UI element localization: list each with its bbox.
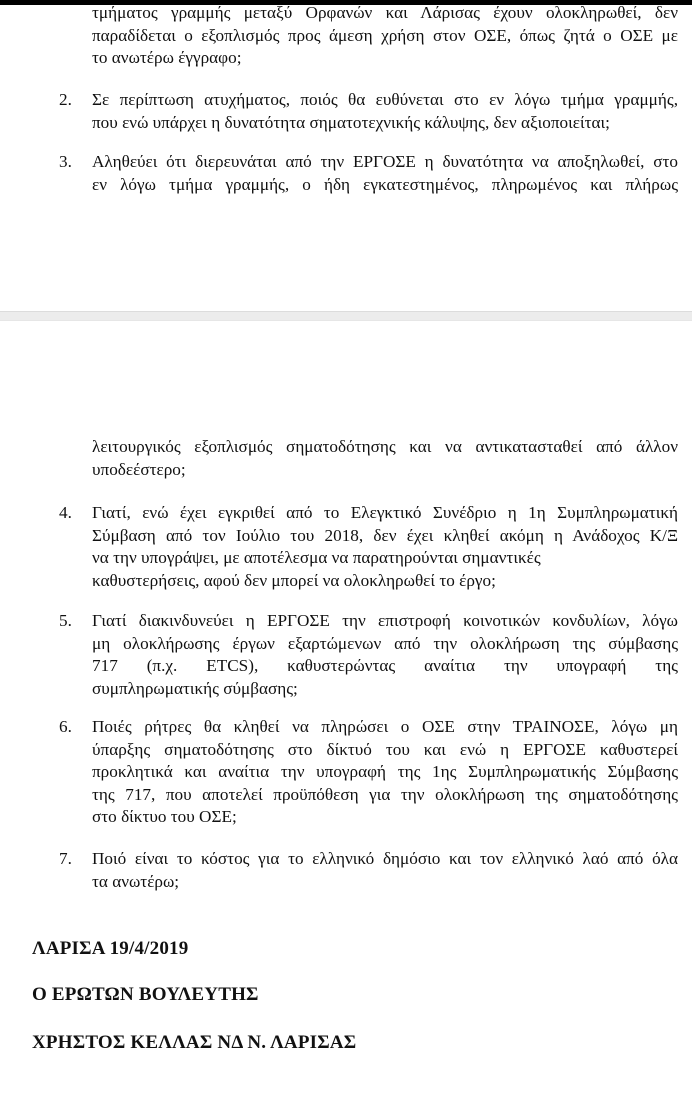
fragment-line: παραδίδεται ο εξοπλισμός προς άμεση χρήση στον ΟΣΕ, όπως ζητά ο ΟΣΕ με (92, 25, 678, 45)
item-line: Γιατί, ενώ έχει εγκριθεί από το Ελεγκτικό Συνέδριο η 1η Συμπληρωματική (92, 503, 678, 522)
item-number: 3. (59, 152, 72, 171)
fragment-line: τμήματος γραμμής μεταξύ Ορφανών και Λάρισας έχουν ολοκληρωθεί, δεν (92, 3, 678, 22)
item-line: Σύμβαση από τον Ιούλιο του 2018, δεν έχει κληθεί ακόμη η Ανάδοχος Κ/Ξ (92, 525, 678, 545)
item-line: καθυστερήσεις, αφού δεν μπορεί να ολοκληρωθεί το έργο; (92, 570, 496, 590)
item-line: Ποιό είναι το κόστος για το ελληνικό δημόσιο και τον ελληνικό λαό από όλα (92, 849, 678, 868)
item-number: 2. (59, 90, 72, 109)
item-line: προκλητικά και αναίτια την υπογραφή της 1ης Συμπληρωματικής Σύμβασης (92, 762, 678, 782)
item-1-fragment (92, 2, 678, 70)
item-line: Γιατί διακινδυνεύει η ΕΡΓΟΣΕ την επιστροφή κοινοτικών κονδυλίων, λόγω (92, 611, 678, 630)
item-number: 4. (59, 503, 72, 522)
page-break-divider (0, 311, 692, 321)
item-line: Αληθεύει ότι διερευνάται από την ΕΡΓΟΣΕ η δυνατότητα να αποξηλωθεί, στο (92, 152, 678, 171)
question-item-3 (59, 151, 678, 196)
signature-place-date: ΛΑΡΙΣΑ 19/4/2019 (32, 938, 189, 959)
question-item-7 (59, 848, 678, 893)
question-item-2 (59, 89, 678, 134)
signature-role: Ο ΕΡΩΤΩΝ ΒΟΥΛΕΥΤΗΣ (32, 984, 259, 1005)
item-line: της 717, που αποτελεί προϋπόθεση για την ολοκλήρωση της σηματοδότησης (92, 784, 678, 804)
continuation-line: υποδεέστερο; (92, 459, 186, 479)
item-number: 6. (59, 717, 72, 736)
question-item-4 (59, 502, 678, 592)
item-line: ύπαρξης σηματοδότησης στο δίκτυό του και ενώ η ΕΡΓΟΣΕ καθυστερεί (92, 739, 678, 759)
item-number: 5. (59, 611, 72, 630)
question-item-6 (59, 716, 678, 829)
item-line: τα ανωτέρω; (92, 871, 180, 891)
item-number: 7. (59, 849, 72, 868)
item-line: Σε περίπτωση ατυχήματος, ποιός θα ευθύνεται στο εν λόγω τμήμα γραμμής, (92, 90, 678, 109)
item-line: 717 (π.χ. ETCS), καθυστερώντας αναίτια την υπογραφή της (92, 656, 678, 676)
item-line: συμπληρωματικής σύμβασης; (92, 678, 298, 698)
item-line: μη ολοκλήρωσης έργων εξαρτώμενων από την ολοκλήρωση της σύμβασης (92, 633, 678, 653)
item-line: που ενώ υπάρχει η δυνατότητα σηματοτεχνικής κάλυψης, δεν αξιοποιείται; (92, 112, 610, 132)
question-item-5 (59, 610, 678, 700)
item-3-continuation (92, 436, 678, 481)
item-line: να την υπογράψει, με αποτέλεσμα να παρατηρούνται σημαντικές (92, 548, 541, 568)
continuation-line: λειτουργικός εξοπλισμός σηματοδότησης και να αντικατασταθεί από άλλον (92, 437, 678, 456)
item-line: Ποιές ρήτρες θα κληθεί να πληρώσει ο ΟΣΕ στην ΤΡΑΙΝΟΣΕ, λόγω μη (92, 717, 678, 736)
item-line: στο δίκτυο του ΟΣΕ; (92, 807, 237, 827)
item-line: εν λόγω τμήμα γραμμής, ο ήδη εγκατεστημένος, πληρωμένος και πλήρως (92, 174, 678, 194)
signature-name: ΧΡΗΣΤΟΣ ΚΕΛΛΑΣ ΝΔ Ν. ΛΑΡΙΣΑΣ (32, 1032, 357, 1053)
fragment-line: το ανωτέρω έγγραφο; (92, 48, 242, 68)
